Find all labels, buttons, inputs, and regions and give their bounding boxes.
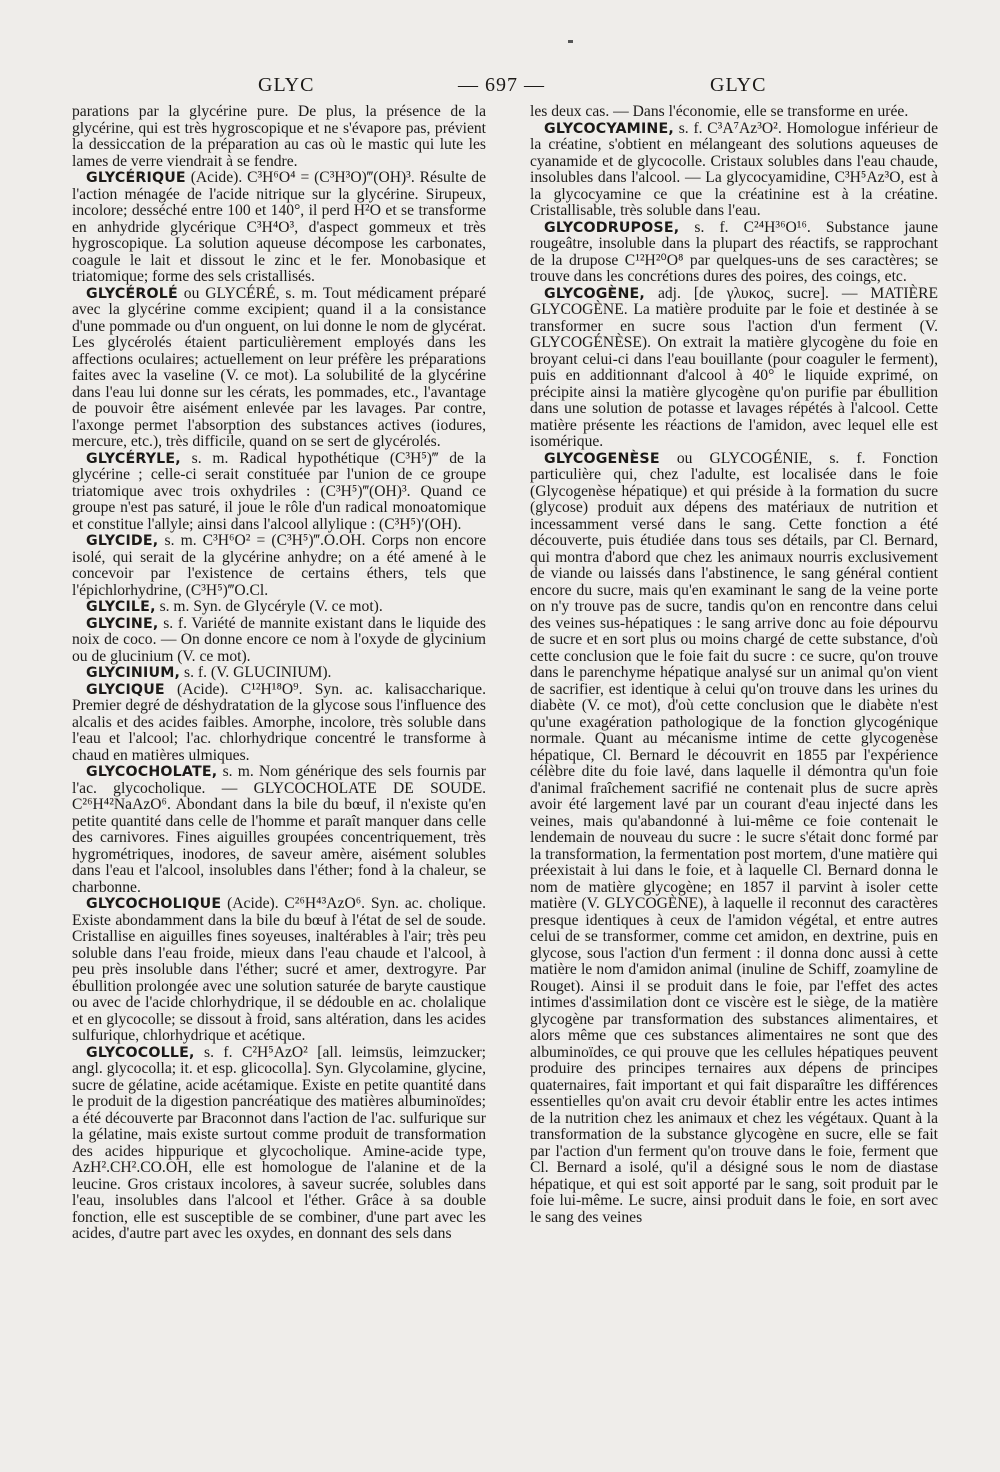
entry-text: s. m. Syn. de Glycéryle (V. ce mot). [159,598,383,615]
entry-text: s. m. C³H⁶O² = (C³H⁵)‴.O.OH. Corps non encore isolé, qui serait de la glycérine anhydre; on a été amené à le concevoir par l'existence de certains éthers, tels que l'épichlorhydrine, (C³H⁵)‴O.Cl. [72,532,486,599]
entry-text: (Acide). C²⁶H⁴³AzO⁶. Syn. ac. cholique. Existe abondamment dans la bile du bœuf à l'état de sel de soude. Cristallise en aiguilles fines soyeuses, inaltérables à l'air; très peu soluble dans l'eau froide, mieux dans l'eau chaude et l'alcool, à peu près insoluble dans l'éther; sucré et amer, dextrogyre. Par ébullition prolongée avec une solution saturée de baryte caustique ou avec de l'acide chlorhydrique, il se dédouble en ac. cholalique et en glycocolle; se dissout à froid, sans altération, dans les acides sulfurique, chlorhydrique et acétique. [72,895,486,1044]
entry-headword: GLYCOGENÈSE [544,450,660,467]
entry-text: s. m. Radical hypothétique (C³H⁵)‴ de la glycérine ; celle-ci serait constituée par l'union de ce groupe triatomique avec trois oxhydriles : (C³H⁵)‴(OH)³. Quand ce groupe n'est pas saturé, il joue le rôle d'un radical monoatomique et constitue l'allyle; ainsi dans l'alcool allylique : (C³H⁵)′(OH). [72,449,486,533]
dictionary-entry [72,896,486,1045]
page-number: — 697 — [458,74,545,96]
entry-text: (Acide). C¹²H¹⁸O⁹. Syn. ac. kalisaccharique. Premier degré de déshydratation de la glycose sous l'influence des alcalis et des acides faibles. Amorphe, incolore, très soluble dans l'eau et l'alcool; l'ac. chlorhydrique concentré le transforme à chaud en matières ulmiques. [72,680,486,764]
entry-text: s. f. C²⁴H³⁶O¹⁶. Substance jaune rougeâtre, insoluble dans la plupart des réactifs, se rapprochant de la drupose C¹²H²⁰O⁸ par quelques-uns de ses caractères; se trouve dans les concrétions dures des poires, des coings, etc. [530,218,938,285]
header-right-keyword: GLYC [710,74,767,96]
entry-text: s. f. Variété de mannite existant dans le liquide des noix de coco. — On donne encore ce nom à l'oxyde de glycinium ou de glucinium (V. ce mot). [72,614,486,665]
entry-headword: GLYCOCOLLE, [86,1044,195,1061]
running-header [70,74,938,104]
entry-text: s. m. Nom générique des sels fournis par l'ac. glycocholique. — GLYCOCHOLATE DE SOUDE. C²⁶H⁴²NaAzO⁶. Abondant dans la bile du bœuf, il n'existe qu'en petite quantité dans celle de l'homme et paraît manquer dans celle des carnivores. Fines aiguilles groupées concentriquement, très hygrométriques, inodores, de saveur amère, aisément solubles dans l'eau et l'alcool, insolubles dans l'éther; fond à la chaleur, se charbonne. [72,763,486,896]
entry-continuation [530,104,938,121]
entry-headword: GLYCOCYAMINE, [544,120,674,137]
entry-text: ou GLYCÉRÉ, s. m. Tout médicament préparé avec la glycérine comme excipient; quand il a la consistance d'une pommade ou d'un onguent, on lui donne le nom de glycérat. Les glycérolés étaient particulièrement employés dans les affections oculaires; actuellement on leur préfère les préparations faites avec la vaseline (V. ce mot). La solubilité de la glycérine dans l'eau lui donne sur les cérats, les pommades, etc., l'avantage de pouvoir être aisément enlevée par les lavages. Par contre, l'axonge permet l'absorption des substances actives (iodures, mercure, etc.), très difficile, quand on se sert de glycérolés. [72,284,486,450]
entry-text: adj. [de γλυκος, sucre]. — MATIÈRE GLYCOGÈNE. La matière produite par le foie et destinée à se transformer en sucre sous l'action d'un ferment (V. GLYCOGÉNÈSE). On extrait la matière glycogène du foie en broyant celui-ci dans l'eau bouillante (pour coaguler le ferment), puis en additionnant d'alcool à 40° le liquide exprimé, on précipite ainsi la matière glycogène qu'on purifie par ébullition dans une solution de potasse et lavages répétés à l'alcool. Cette matière présente les réactions de l'amidon, avec lequel elle est isomérique. [530,284,938,450]
dictionary-entry [72,665,486,682]
entry-text: ou GLYCOGÉNIE, s. f. Fonction particulière qui, chez l'adulte, est localisée dans le foie (Glycogenèse hépatique) et qui préside à la formation du sucre (glycose) produit aux dépens des matériaux de nutrition et incessamment versé dans le sang. Cette fonction a été découverte, puis étudiée dans tous ses détails, par Cl. Bernard, qui montra d'abord que chez les animaux nourris exclusivement de viande ou laissés dans l'abstinence, le sang général contient encore du sucre, mais qu'en examinant le sang de la veine porte on n'y trouve pas de sucre, tandis qu'on en rencontre dans celui des veines sus-hépatiques : le sang arrive donc au foie dépourvu de sucre et en sort plus ou moins chargé de cette substance, d'où cette conclusion que le foie fait du sucre : ce sucre, qu'on trouve dans le parenchyme hépatique analysé sur un animal qu'on vient de sacrifier, est identique à celui qu'on trouve dans les urines du diabète (V. ce mot), d'où cette conclusion que le diabète n'est qu'une exagération pathologique de la fonction glycogénique normale. Quant au mécanisme intime de cette glycogenèse hépatique, Cl. Bernard le découvrit en 1855 par l'expérience célèbre dite du foie lavé, dans laquelle il démontra qu'un foie d'animal fraîchement sacrifié ne contenait plus de sucre après avoir été largement lavé par un courant d'eau injecté dans les veines, mais qu'abandonné à lui-même ce foie contenait le lendemain de nouveau du sucre : le sucre s'était donc formé par la transformation, la fermentation post mortem, d'une matière qui préexistait à lui dans le foie, et à laquelle Cl. Bernard donna le nom de matière glycogène; en 1857 il parvint à isoler cette matière (V. GLYCOGÈNE), à laquelle il reconnut des caractères presque identiques à ceux de l'amidon végétal, et entre autres celui de se transformer, comme cet amidon, en dextrine, puis en glycose, sous l'action d'un ferment : il donna donc aussi à cette matière le nom d'amidon animal (inuline de Schiff, zoamyline de Rouget). Ainsi il se produit dans le foie, par l'effet des actes intimes d'assimilation dont ce viscère est le siège, de la matière glycogène par transformation des substances alimentaires, et alors même que ces substances alimentaires ne sont que des albuminoïdes, ce qui prouve que les cellules hépatiques peuvent produire des principes ternaires aux dépens de principes quaternaires, fait important et qui fait disparaître les différences essentielles qu'on avait cru devoir établir entre les actes intimes de la nutrition chez les animaux et chez les végétaux. Quant à la transformation de la substance glycogène en sucre, elle se fait par l'action d'un ferment qu'on trouve dans le foie, ferment que Cl. Bernard a isolé, qu'il a désigné sous le nom de diastase hépatique, et qui est soit apporté par le sang, soit produit par le foie lui-même. Le sucre, ainsi produit dans le foie, en sort avec le sang des veines [530,449,938,1226]
dictionary-entry [72,616,486,666]
dictionary-entry [72,533,486,599]
left-column [72,104,486,1243]
dictionary-entry [72,764,486,896]
entry-headword: GLYCIQUE [86,681,165,698]
entry-headword: GLYCINE, [86,615,159,632]
dictionary-entry [530,286,938,451]
dictionary-entry [530,121,938,220]
entry-headword: GLYCÉRYLE, [86,450,181,467]
entry-headword: GLYCINIUM, [86,665,181,681]
entry-text: s. f. C³A⁷Az³O². Homologue inférieur de la créatine, s'obtient en mélangeant des solutions aqueuses de cyanamide et de glycocolle. Cristaux solubles dans l'eau chaude, insolubles dans l'alcool. — La glycocyamidine, C³H⁵Az³O, est à la glycocyamine ce que la créatinine est à la créatine. Cristallisable, très soluble dans l'eau. [530,119,938,219]
dictionary-entry [72,1045,486,1243]
dictionary-entry [72,599,486,616]
dictionary-entry [72,170,486,286]
entry-headword: GLYCOCHOLATE, [86,764,218,780]
bleed-through-mark [520,22,640,42]
entry-headword: GLYCIDE, [86,533,159,549]
dictionary-entry [72,682,486,765]
dictionary-entry [530,220,938,286]
entry-headword: GLYCILE, [86,599,156,615]
entry-text: les deux cas. — Dans l'économie, elle se transforme en urée. [530,103,909,120]
entry-headword: GLYCOGÈNE, [544,285,646,302]
entry-headword: GLYCÉROLÉ [86,285,178,302]
entry-continuation [72,104,486,170]
entry-headword: GLYCODRUPOSE, [544,219,680,236]
right-column [530,104,938,1226]
entry-headword: GLYCOCHOLIQUE [86,896,222,912]
dictionary-entry [72,451,486,534]
header-left-keyword: GLYC [258,74,315,96]
dictionary-entry [530,451,938,1227]
entry-text: s. f. C²H⁵AzO² [all. leimsüs, leimzucker; angl. glycocolla; it. et esp. glicocolla]. Syn. Glycolamine, glycine, sucre de gélatine, acide acétamique. Existe en petite quantité dans le produit de la digestion pancréatique des matières albuminoïdes; a été découverte par Braconnot dans l'action de l'ac. sulfurique sur la gélatine, mais existe surtout comme produit de transformation des acides hippurique et glycocholique. Amine-acide type, AzH².CH².CO.OH, elle est homologue de l'alanine et de la leucine. Gros cristaux incolores, à saveur sucrée, solubles dans l'eau, insolubles dans l'alcool et l'éther. Grâce à sa double fonction, elle est susceptible de se combiner, d'une part avec les acides, d'autre part avec les oxydes, en donnant des sels dans [72,1043,486,1242]
print-mark [568,40,573,43]
dictionary-entry [72,286,486,451]
entry-headword: GLYCÉRIQUE [86,170,186,186]
entry-text: (Acide). C³H⁶O⁴ = (C³H³O)‴(OH)³. Résulte de l'action ménagée de l'acide nitrique sur la glycérine. Sirupeux, incolore; desséché entre 100 et 140°, il perd H²O et se transforme en anhydride glycérique C³H⁴O³, d'aspect gommeux et très hygroscopique. La solution aqueuse décompose les carbonates, coagule le lait et dissout le zinc et le fer. Monobasique et triatomique; forme des sels cristallisés. [72,169,486,285]
entry-text: parations par la glycérine pure. De plus, la présence de la glycérine, qui est très hygroscopique et ne s'évapore pas, prévient la dessiccation de la préparation au cas où le mastic qui lute les lames de verre viendrait à se fendre. [72,103,486,170]
entry-text: s. f. (V. GLUCINIUM). [184,664,332,681]
